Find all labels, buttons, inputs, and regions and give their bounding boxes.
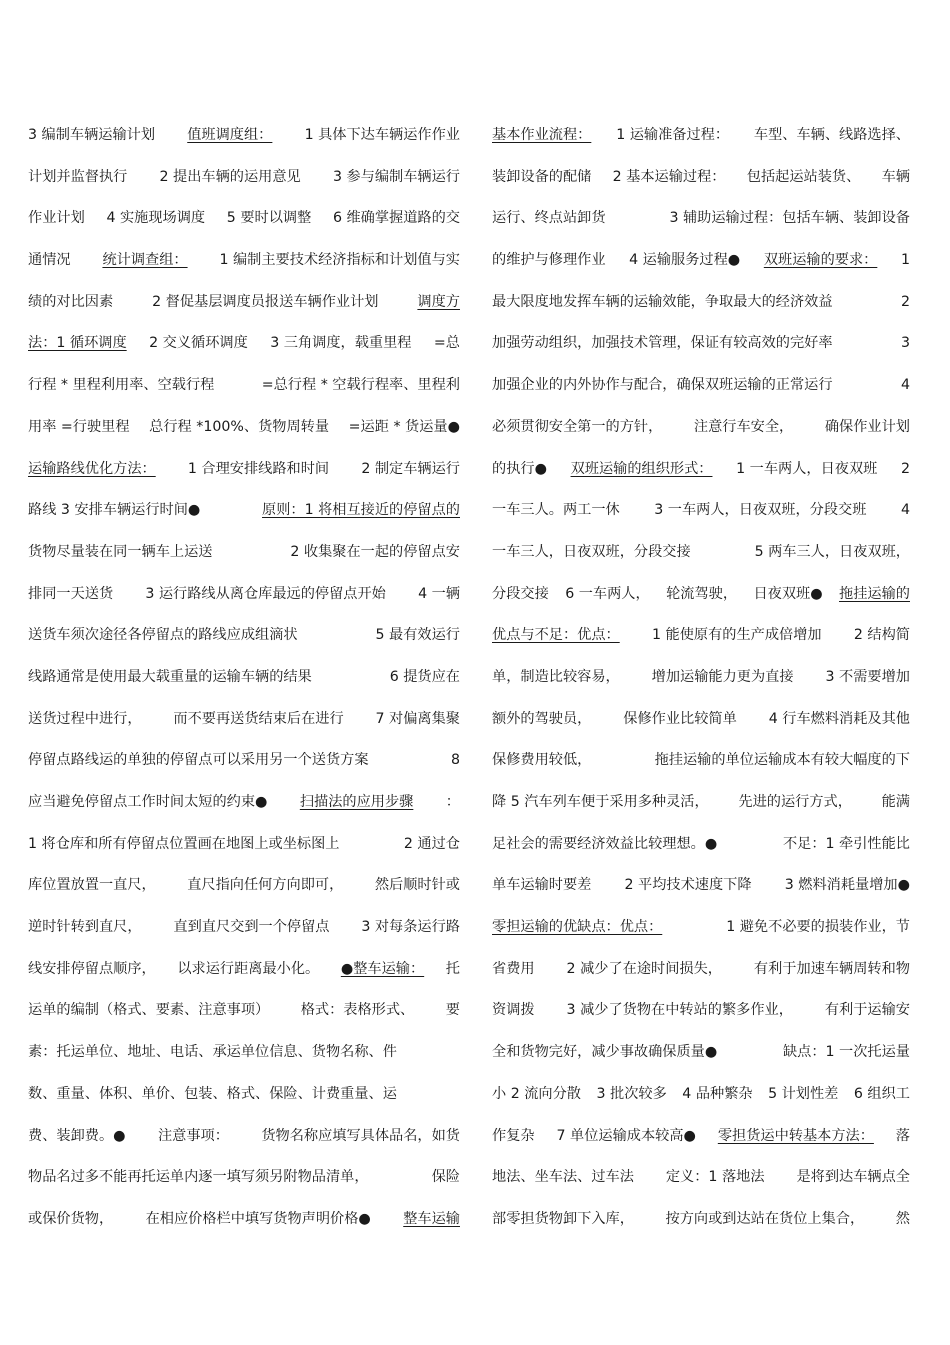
text-line	[28, 990, 460, 1032]
text-line	[28, 1157, 460, 1199]
text-segment: 2	[900, 293, 910, 310]
text-segment: 2 通过仓	[403, 835, 460, 852]
text-segment: 逆时针转到直尺，	[28, 919, 142, 936]
text-line	[28, 865, 460, 907]
text-segment: 费、装卸费。●	[28, 1127, 126, 1144]
text-segment: 装卸设备的配储	[492, 168, 592, 185]
text-segment: 4 行车燃料消耗及其他	[768, 710, 910, 727]
text-segment: 然后顺时针或	[374, 877, 460, 894]
text-segment: 3 不需要增加	[825, 668, 910, 685]
text-segment: 小 2 流向分散	[492, 1085, 581, 1102]
section-heading: 运输路线优化方法：	[28, 460, 156, 477]
text-segment: 确保作业计划	[824, 418, 910, 435]
text-segment: 线安排停留点顺序，	[28, 960, 156, 977]
text-segment: 直尺指向任何方向即可，	[187, 877, 344, 894]
text-segment: 5 计划性差	[768, 1085, 839, 1102]
text-line	[492, 198, 910, 240]
text-segment: 拖挂运输的单位运输成本有较大幅度的下	[654, 752, 910, 769]
text-segment: 素：托运单位、地址、电话、承运单位信息、货物名称、件	[28, 1044, 397, 1061]
text-segment: =总行程 * 空载行程率、里程利	[261, 377, 460, 394]
text-segment: 3 一车两人，日夜双班，分段交班	[654, 502, 867, 519]
text-segment: 一车三人，日夜双班，分段交接	[492, 543, 691, 560]
section-heading: 基本作业流程：	[492, 127, 592, 143]
text-line	[28, 949, 460, 991]
text-line	[492, 407, 910, 449]
text-segment: 4 品种繁杂	[682, 1085, 753, 1102]
text-segment: 不足：1 牵引性能比	[782, 835, 910, 852]
text-segment: 落	[895, 1127, 910, 1144]
text-line	[28, 407, 460, 449]
text-line	[28, 1199, 460, 1241]
text-segment: 货物名称应填写具体品名，如货	[261, 1127, 460, 1144]
text-segment: 数、重量、体积、单价、包装、格式、保险、计费重量、运	[28, 1085, 397, 1102]
text-segment: =运距 * 货运量●	[348, 418, 460, 435]
text-segment: 线路通常是使用最大载重量的运输车辆的结果	[28, 668, 312, 685]
text-segment: 运行、终点站卸货	[492, 210, 606, 227]
text-line	[492, 824, 910, 866]
text-segment: 车辆	[881, 168, 910, 185]
text-segment: 有利于运输安	[824, 1002, 910, 1019]
text-segment: 3 燃料消耗量增加●	[784, 877, 910, 894]
text-line	[492, 365, 910, 407]
text-segment: 2 结构简	[853, 627, 910, 644]
text-line	[28, 323, 460, 365]
text-line	[492, 907, 910, 949]
text-segment: 3	[900, 335, 910, 352]
text-segment: 用率 =行驶里程	[28, 418, 130, 435]
text-segment: 排同一天送货	[28, 585, 114, 602]
section-heading: 原则：1 将相互接近的停留点的	[262, 502, 460, 519]
text-segment: 2 提出车辆的运用意见	[159, 168, 301, 185]
text-segment: 作复杂	[492, 1127, 535, 1144]
text-segment: 或保价货物，	[28, 1210, 114, 1227]
text-segment: 库位置放置一直尺，	[28, 877, 156, 894]
text-segment: ：	[445, 794, 460, 810]
text-segment: 3 编制车辆运输计划	[28, 127, 156, 143]
text-segment: 单车运输时要差	[492, 877, 592, 894]
section-heading: 统计调查组：	[102, 252, 188, 269]
text-segment: 的维护与修理作业	[492, 252, 606, 269]
text-segment: 停留点路线运的单独的停留点可以采用另一个送货方案	[28, 752, 369, 769]
text-segment: 2 督促基层调度员报送车辆作业计划	[152, 293, 379, 310]
text-segment: 1	[900, 252, 910, 269]
text-segment: 4 实施现场调度	[106, 210, 206, 227]
text-segment: 按方向或到达站在货位上集合，	[665, 1210, 865, 1227]
text-line	[492, 490, 910, 532]
section-heading: 优点与不足：优点：	[492, 627, 620, 644]
text-segment: 4 一辆	[418, 585, 460, 602]
text-segment: 2 平均技术速度下降	[624, 877, 752, 894]
text-line	[492, 1199, 910, 1241]
section-heading: 法：1 循环调度	[28, 335, 127, 352]
text-segment: 轮流驾驶，	[666, 585, 738, 602]
text-segment: 1 将仓库和所有停留点位置画在地图上或坐标图上	[28, 835, 340, 852]
text-segment: 注意事项：	[157, 1127, 229, 1144]
text-line	[492, 282, 910, 324]
section-heading: 扫描法的应用步骤	[299, 794, 414, 810]
text-segment: 1 编制主要技术经济指标和计划值与实	[219, 252, 460, 269]
text-line	[492, 865, 910, 907]
text-segment: 额外的驾驶员，	[492, 710, 592, 727]
text-line	[28, 1032, 460, 1074]
text-segment: 1 具体下达车辆运作作业	[304, 127, 460, 143]
text-segment: 在相应价格栏中填写货物声明价格●	[145, 1210, 371, 1227]
text-segment: 5 两车三人，日夜双班，	[754, 543, 910, 560]
text-segment: 绩的对比因素	[28, 293, 114, 310]
text-segment: 降 5 汽车列车便于采用多种灵活，	[492, 794, 709, 810]
text-segment: 能满	[881, 794, 910, 810]
text-segment: 必须贯彻安全第一的方针，	[492, 418, 663, 435]
text-segment: 一车三人。两工一休	[492, 502, 620, 519]
text-line	[28, 782, 460, 824]
text-segment: 2	[900, 460, 910, 477]
text-line	[492, 615, 910, 657]
text-line	[28, 198, 460, 240]
text-segment: 3 参与编制车辆运行	[332, 168, 460, 185]
text-segment: 托	[445, 960, 460, 977]
text-line	[28, 657, 460, 699]
text-line	[492, 449, 910, 491]
text-line	[492, 1157, 910, 1199]
text-segment: 送货过程中进行，	[28, 710, 142, 727]
text-segment: 5 要时以调整	[226, 210, 312, 227]
text-segment: 6 一车两人，	[565, 585, 650, 602]
left-column	[28, 115, 460, 1241]
text-segment: 3 运行路线从离仓库最远的停留点开始	[145, 585, 386, 602]
text-segment: 2 交义循环调度	[149, 335, 248, 352]
text-segment: 运单的编制（格式、要素、注意事项）	[28, 1002, 270, 1019]
text-line	[492, 949, 910, 991]
text-segment: 6 组织工	[853, 1085, 910, 1102]
text-segment: 以求运行距离最小化。	[177, 960, 320, 977]
text-segment: 应当避免停留点工作时间太短的约束●	[28, 794, 268, 810]
text-segment: 7 对偏离集聚	[375, 710, 460, 727]
text-segment: 通情况	[28, 252, 71, 269]
text-segment: 而不要再送货结束后在进行	[173, 710, 344, 727]
text-segment: 保修费用较低，	[492, 752, 592, 769]
text-line	[492, 240, 910, 282]
text-line	[28, 365, 460, 407]
text-segment: 先进的运行方式，	[738, 794, 852, 810]
text-segment: 2 减少了在途时间损失，	[566, 960, 722, 977]
text-segment: 格式：表格形式、	[300, 1002, 415, 1019]
text-segment: 注意行车安全，	[693, 418, 794, 435]
text-segment: 3 三角调度，载重里程	[270, 335, 412, 352]
text-segment: 然	[895, 1210, 910, 1227]
text-segment: 5 最有效运行	[375, 627, 460, 644]
text-line	[492, 574, 910, 616]
text-line	[28, 740, 460, 782]
text-line	[492, 1074, 910, 1116]
text-line	[492, 532, 910, 574]
text-segment: 包括起运站装货、	[746, 168, 861, 185]
text-line	[492, 115, 910, 157]
text-segment: 4	[900, 377, 910, 394]
text-segment: 2 收集聚在一起的停留点安	[290, 543, 460, 560]
text-segment: 部零担货物卸下入库，	[492, 1210, 634, 1227]
text-segment: 4	[900, 502, 910, 519]
text-segment: 1 运输准备过程：	[616, 127, 730, 143]
text-line	[28, 907, 460, 949]
text-segment: 单，制造比较容易，	[492, 668, 620, 685]
text-segment: 6 提货应在	[389, 668, 460, 685]
text-segment: 2 基本运输过程：	[612, 168, 726, 185]
text-segment: 1 合理安排线路和时间	[187, 460, 330, 477]
text-line	[28, 1116, 460, 1158]
text-line	[28, 157, 460, 199]
text-segment: 定义：1 落地法	[665, 1169, 765, 1186]
text-segment: 3 对每条运行路	[361, 919, 460, 936]
text-segment: 货物尽量装在同一辆车上运送	[28, 543, 213, 560]
text-line	[492, 699, 910, 741]
text-line	[492, 990, 910, 1032]
text-line	[28, 282, 460, 324]
section-heading: 双班运输的组织形式：	[570, 460, 713, 477]
text-segment: 1 避免不必要的损装作业，节	[726, 919, 910, 936]
text-line	[492, 782, 910, 824]
text-segment: 送货车须次途径各停留点的路线应成组滴状	[28, 627, 298, 644]
text-segment: 1 能使原有的生产成倍增加	[651, 627, 822, 644]
text-segment: 计划并监督执行	[28, 168, 128, 185]
text-segment: 7 单位运输成本较高●	[556, 1127, 696, 1144]
section-heading: 拖挂运输的	[839, 585, 910, 602]
section-heading: 双班运输的要求：	[763, 252, 878, 269]
text-segment: 加强企业的内外协作与配合，确保双班运输的正常运行	[492, 377, 833, 394]
text-segment: 的执行●	[492, 460, 547, 477]
text-segment: 最大限度地发挥车辆的运输效能，争取最大的经济效益	[492, 293, 833, 310]
section-heading: 整车运输	[403, 1210, 460, 1227]
text-line	[28, 449, 460, 491]
text-segment: 物品名过多不能再托运单内逐一填写须另附物品清单，	[28, 1169, 369, 1186]
text-segment: 路线 3 安排车辆运行时间●	[28, 502, 201, 519]
text-segment: 缺点：1 一次托运量	[782, 1044, 910, 1061]
text-segment: 保险	[431, 1169, 460, 1186]
text-segment: 省费用	[492, 960, 535, 977]
text-segment: 3 辅助运输过程：包括车辆、装卸设备	[669, 210, 910, 227]
text-segment: 足社会的需要经济效益比较理想。●	[492, 835, 718, 852]
text-segment: 要	[445, 1002, 460, 1019]
text-line	[28, 490, 460, 532]
right-column	[492, 115, 910, 1241]
section-heading: 调度方	[417, 293, 460, 310]
section-heading: 零担货运中转基本方法：	[717, 1127, 874, 1144]
text-segment: 8	[450, 752, 460, 769]
text-segment: 总行程 *100%、货物周转量	[149, 418, 330, 435]
text-segment: 是将到达车辆点全	[796, 1169, 910, 1186]
text-line	[28, 240, 460, 282]
text-line	[492, 157, 910, 199]
text-segment: 有利于加速车辆周转和物	[753, 960, 910, 977]
text-segment: 3 减少了货物在中转站的繁多作业，	[566, 1002, 793, 1019]
text-segment: 增加运输能力更为直接	[651, 668, 794, 685]
text-segment: 资调拨	[492, 1002, 535, 1019]
text-segment: 全和货物完好，减少事故确保质量●	[492, 1044, 718, 1061]
text-segment: 2 制定车辆运行	[361, 460, 460, 477]
text-line	[492, 657, 910, 699]
text-line	[28, 699, 460, 741]
text-line	[28, 115, 460, 157]
text-segment: 车型、车辆、线路选择、	[753, 127, 910, 143]
text-segment: 保修作业比较简单	[623, 710, 737, 727]
text-line	[28, 1074, 460, 1116]
text-segment: 地法、坐车法、过车法	[492, 1169, 634, 1186]
text-line	[28, 824, 460, 866]
text-line	[28, 574, 460, 616]
text-line	[492, 1116, 910, 1158]
text-segment: 日夜双班●	[753, 585, 823, 602]
text-line	[492, 323, 910, 365]
text-segment: 1 一车两人，日夜双班	[736, 460, 878, 477]
text-line	[28, 532, 460, 574]
text-segment: 直到直尺交到一个停留点	[173, 919, 330, 936]
section-heading: ●整车运输：	[340, 960, 425, 977]
text-segment: 分段交接	[492, 585, 549, 602]
section-heading: 零担运输的优缺点：优点：	[492, 919, 663, 936]
text-segment: 作业计划	[28, 210, 85, 227]
text-line	[492, 740, 910, 782]
text-line	[492, 1032, 910, 1074]
text-segment: 4 运输服务过程●	[629, 252, 741, 269]
text-segment: =总	[433, 335, 460, 352]
section-heading: 值班调度组：	[187, 127, 273, 143]
text-segment: 加强劳动组织，加强技术管理，保证有较高效的完好率	[492, 335, 833, 352]
text-segment: 行程 * 里程利用率、空载行程	[28, 377, 215, 394]
text-segment: 3 批次较多	[596, 1085, 667, 1102]
text-line	[28, 615, 460, 657]
text-segment: 6 维确掌握道路的交	[332, 210, 460, 227]
